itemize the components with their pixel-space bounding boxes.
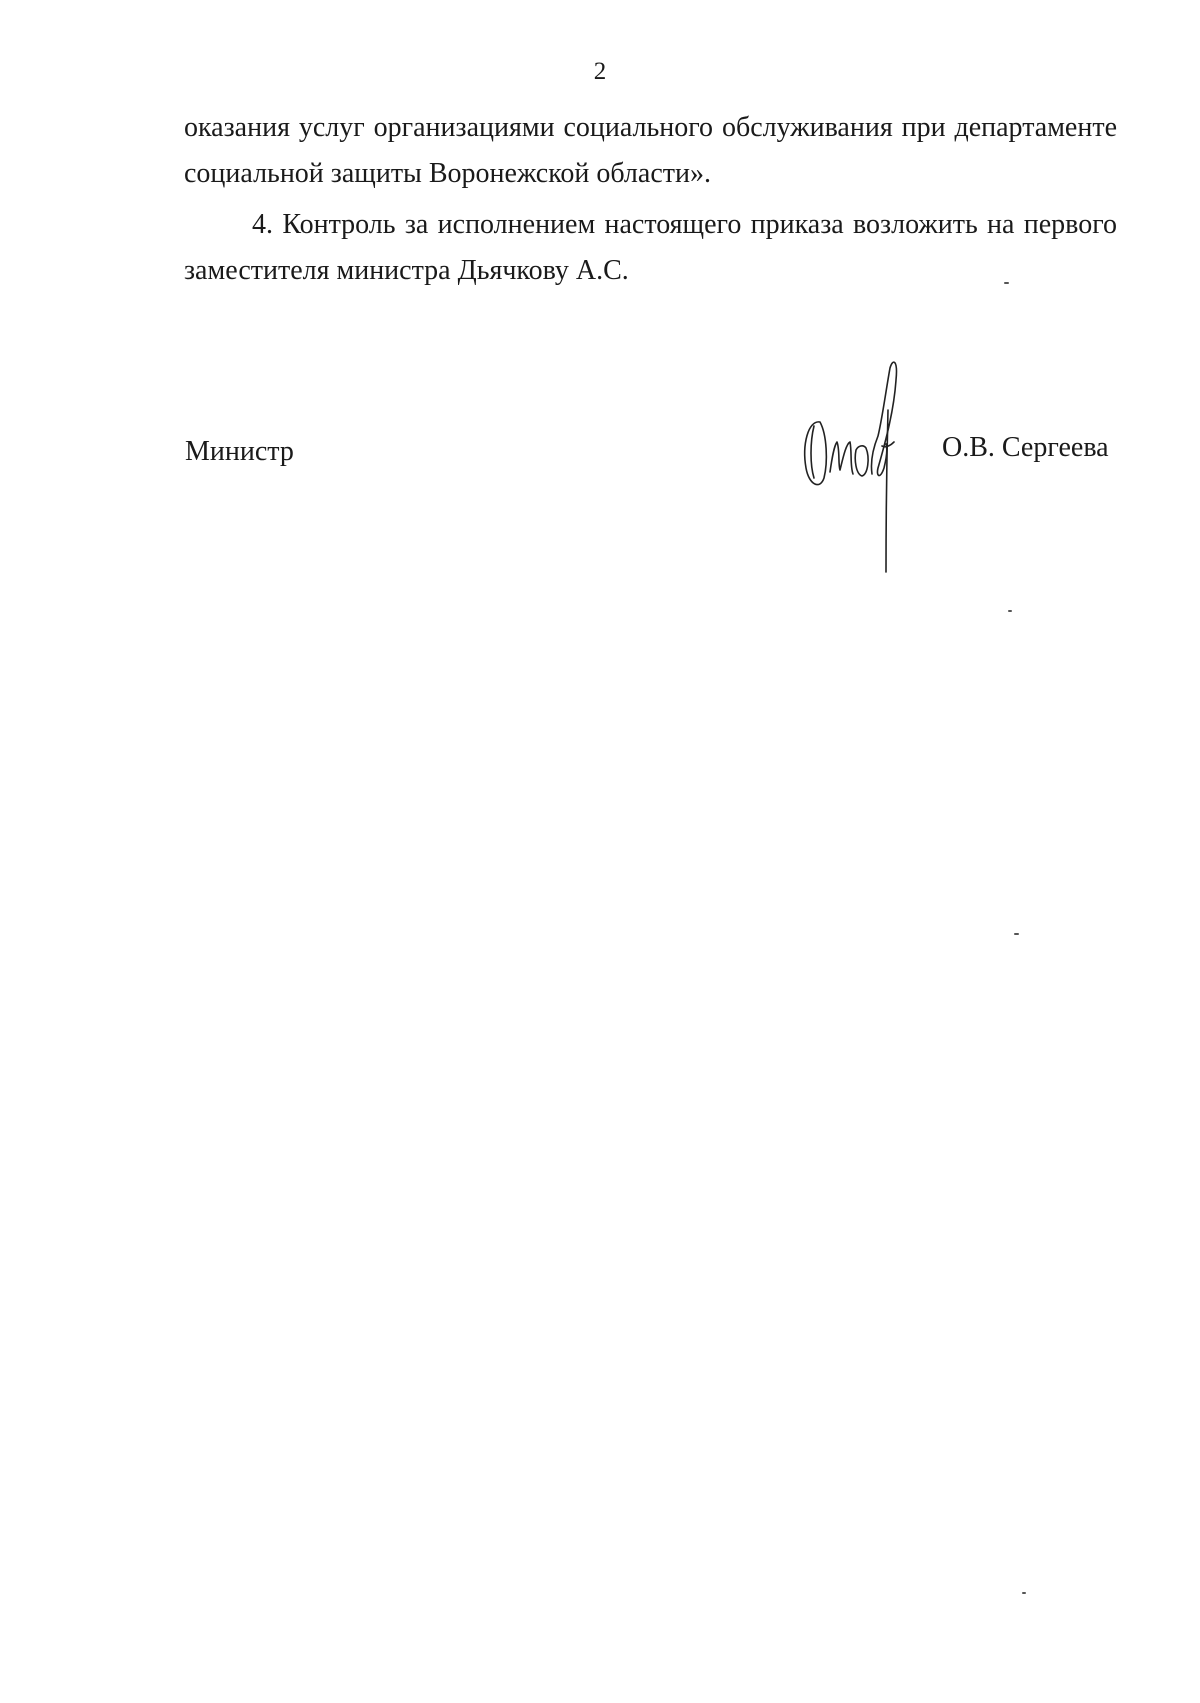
page-number: 2 <box>593 58 607 85</box>
handwritten-signature <box>790 350 940 575</box>
scan-speck <box>1008 610 1012 612</box>
scan-speck <box>1014 933 1019 935</box>
paragraph-item-4: 4. Контроль за исполнением настоящего приказа возложить на первого заместителя министра Дьячкову А.С. <box>184 209 1117 286</box>
signatory-position: Министр <box>185 436 294 467</box>
signatory-name: О.В. Сергеева <box>942 432 1109 463</box>
scan-speck <box>1022 1592 1026 1594</box>
paragraph-continuation: оказания услуг организациями социального обслуживания при департаменте социальной защиты Воронежской области». <box>184 112 1117 189</box>
scan-speck <box>1004 282 1009 284</box>
